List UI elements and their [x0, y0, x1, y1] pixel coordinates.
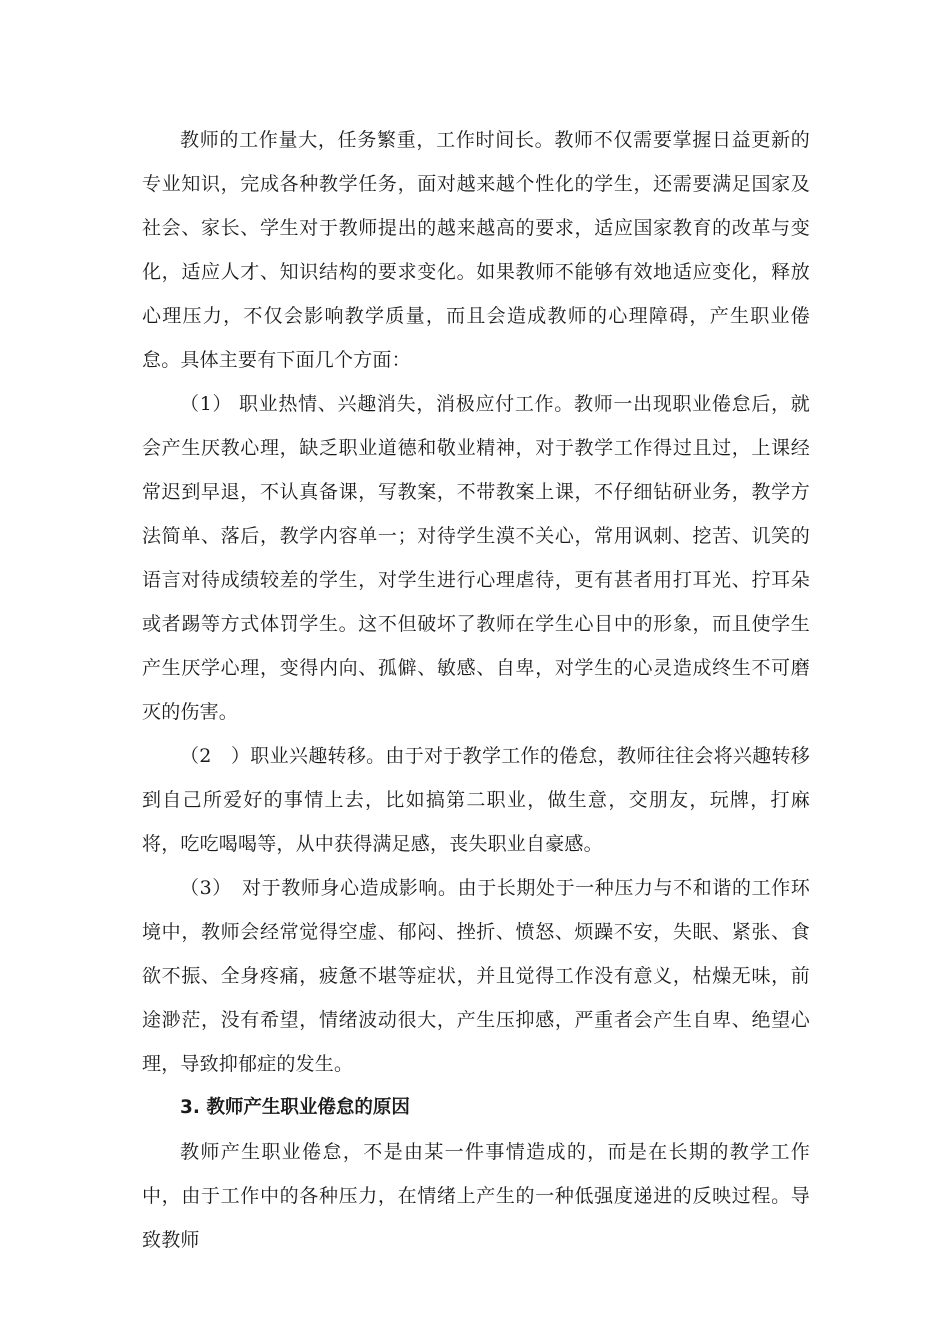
body-paragraph-point-1: （1） 职业热情、兴趣消失，消极应付工作。教师一出现职业倦怠后，就会产生厌教心理，缺乏职业道德和敬业精神，对于教学工作得过且过，上课经常迟到早退，不认真备课，写教案，不带教案上课，不仔细钻研业务，教学方法简单、落后，教学内容单一；对待学生漠不关心，常用讽刺、挖苦、讥笑的语言对待成绩较差的学生，对学生进行心理虐待，更有甚者用打耳光、拧耳朵或者踢等方式体罚学生。这不但破坏了教师在学生心目中的形象，而且使学生产生厌学心理，变得内向、孤僻、敏感、自卑，对学生的心灵造成终生不可磨灭的伤害。 [142, 393, 810, 723]
document-page [142, 118, 810, 1262]
body-paragraph-closing: 教师产生职业倦怠，不是由某一件事情造成的，而是在长期的教学工作中，由于工作中的各种压力，在情绪上产生的一种低强度递进的反映过程。导致教师 [142, 1141, 810, 1251]
body-paragraph-point-2: （2 ）职业兴趣转移。由于对于教学工作的倦怠，教师往往会将兴趣转移到自己所爱好的事情上去，比如搞第二职业，做生意，交朋友，玩牌，打麻将，吃吃喝喝等，从中获得满足感，丧失职业自豪感。 [142, 745, 810, 855]
body-paragraph-intro: 教师的工作量大，任务繁重，工作时间长。教师不仅需要掌握日益更新的专业知识，完成各种教学任务，面对越来越个性化的学生，还需要满足国家及社会、家长、学生对于教师提出的越来越高的要求，适应国家教育的改革与变化，适应人才、知识结构的要求变化。如果教师不能够有效地适应变化，释放心理压力，不仅会影响教学质量，而且会造成教师的心理障碍，产生职业倦怠。具体主要有下面几个方面： [142, 129, 810, 371]
body-paragraph-point-3: （3） 对于教师身心造成影响。由于长期处于一种压力与不和谐的工作环境中，教师会经常觉得空虚、郁闷、挫折、愤怒、烦躁不安，失眠、紧张、食欲不振、全身疼痛，疲惫不堪等症状，并且觉得工作没有意义，枯燥无味，前途渺茫，没有希望，情绪波动很大，产生压抑感，严重者会产生自卑、绝望心理，导致抑郁症的发生。 [142, 877, 810, 1075]
section-heading: 3. 教师产生职业倦怠的原因 [180, 1097, 410, 1118]
